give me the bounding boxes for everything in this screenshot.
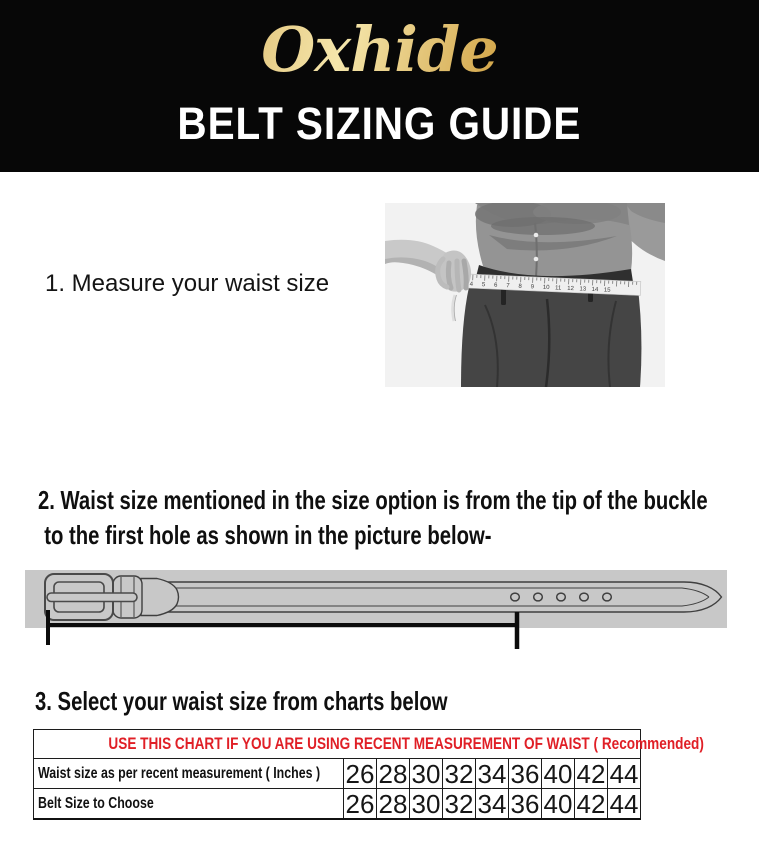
belt-size-cell: 26 (344, 789, 377, 820)
chart-header-text: USE THIS CHART IF YOU ARE USING RECENT MEASUREMENT OF WAIST ( Recommended) (108, 734, 704, 753)
belt-size-row (34, 789, 641, 820)
svg-text:10: 10 (542, 284, 550, 292)
shirt-button (534, 257, 539, 262)
belt-size-cell: 44 (608, 789, 641, 820)
waist-size-cell: 30 (410, 759, 443, 789)
header (0, 0, 759, 172)
waist-size-cell: 42 (575, 759, 608, 789)
waist-size-cell: 44 (608, 759, 641, 789)
belt-size-cell: 28 (377, 789, 410, 820)
waist-size-cell: 34 (476, 759, 509, 789)
belt-size-cell: 36 (509, 789, 542, 820)
buckle-prong (47, 593, 137, 602)
svg-text:7: 7 (506, 283, 510, 290)
svg-text:12: 12 (567, 285, 575, 293)
waist-size-cell: 36 (509, 759, 542, 789)
brand-logo: Oxhide (0, 2, 759, 98)
belt-loop (501, 289, 506, 305)
step-2-line-1: 2. Waist size mentioned in the size option is from the tip of the buckle (38, 485, 708, 515)
chart-header-row (34, 730, 641, 759)
belt-size-label-cell: Belt Size to Choose (34, 789, 344, 820)
svg-text:5: 5 (481, 282, 486, 289)
step-1-text: 1. Measure your waist size (45, 270, 330, 297)
belt-size-cell: 30 (410, 789, 443, 820)
waist-size-row (34, 759, 641, 789)
belt-size-cell: 42 (575, 789, 608, 820)
svg-text:13: 13 (579, 286, 587, 293)
svg-text:15: 15 (603, 287, 611, 294)
belt-size-cell: 34 (476, 789, 509, 820)
belt-size-cell: 40 (542, 789, 575, 820)
svg-text:9: 9 (530, 284, 535, 291)
step-3-text: 3. Select your waist size from charts below (35, 686, 448, 716)
chart-header-cell (34, 730, 704, 759)
waist-size-cell: 26 (344, 759, 377, 789)
belt-strap (148, 582, 722, 612)
svg-text:14: 14 (591, 286, 599, 294)
waist-measurement-photo (385, 203, 665, 387)
belt-size-cell: 32 (443, 789, 476, 820)
step-2-text (38, 483, 708, 553)
waist-size-cell: 28 (377, 759, 410, 789)
shirt-button (534, 233, 539, 238)
waist-size-cell: 32 (443, 759, 476, 789)
waist-size-label-cell: Waist size as per recent measurement ( Inches ) (34, 759, 344, 789)
page-title (0, 96, 759, 152)
size-chart-table (33, 729, 704, 820)
svg-text:4: 4 (469, 281, 474, 288)
svg-text:11: 11 (554, 285, 562, 292)
page-title-text: BELT SIZING GUIDE (177, 98, 582, 149)
step-2-line-2: to the first hole as shown in the picture below- (44, 520, 492, 550)
svg-text:8: 8 (518, 283, 522, 290)
svg-text:6: 6 (493, 282, 498, 289)
belt-measurement-diagram (0, 555, 759, 660)
waist-size-cell: 40 (542, 759, 575, 789)
